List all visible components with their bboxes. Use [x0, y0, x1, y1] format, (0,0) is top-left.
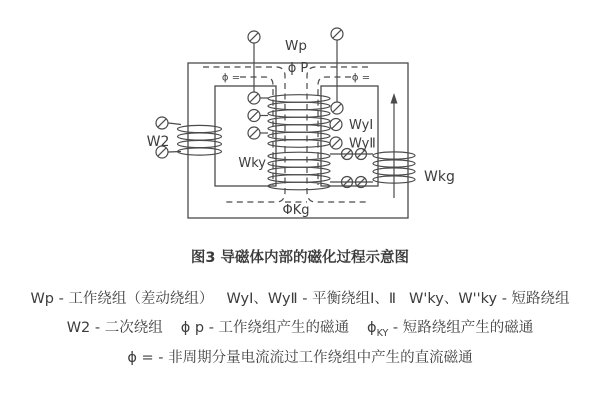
legend-flux-kg-item — [367, 316, 533, 339]
label-wp: Wp — [285, 38, 307, 54]
legend-wy-item: WyⅠ、WyⅡ - 平衡绕组Ⅰ、Ⅱ — [226, 291, 397, 307]
terminal-w2-top — [156, 117, 168, 129]
terminal-center-r1 — [331, 102, 343, 114]
label-flux-dc-left: ϕ = — [221, 72, 241, 84]
legend-w2-item: W2 - 二次绕组 — [66, 320, 163, 336]
terminal-wy1 — [330, 119, 342, 131]
figure-caption: 图3 导磁体内部的磁化过程示意图 — [190, 250, 410, 266]
legend-line-2 — [0, 316, 600, 339]
label-w2: W2 — [146, 134, 170, 150]
label-flux-kg: ΦKg — [282, 203, 310, 218]
legend-wp-item: Wp - 工作绕组（差动绕组） — [30, 291, 214, 307]
w2-bottom-lead — [169, 152, 182, 153]
label-wky: Wky — [238, 156, 266, 171]
label-wy2: WyⅡ — [349, 136, 376, 152]
terminal-wy2 — [330, 137, 342, 149]
label-wy1: WyⅠ — [349, 118, 374, 133]
terminal-wp-right — [331, 28, 343, 40]
flux-kg-sub: KY — [376, 327, 389, 339]
legend-line-1 — [0, 287, 600, 308]
arrowhead-up-icon — [391, 93, 398, 104]
core-left-window — [215, 86, 276, 186]
terminal-center-l2 — [248, 110, 260, 122]
legend-line-3 — [0, 346, 600, 367]
terminal-wp-left — [248, 31, 260, 43]
legend-flux-p-item: ϕ p - 工作绕组产生的磁通 — [180, 320, 350, 336]
terminal-center-l1 — [248, 92, 260, 104]
label-flux-p: ϕ P — [287, 61, 309, 76]
flux-direction-arrow — [391, 93, 398, 198]
label-wkg: Wkg — [424, 169, 455, 185]
legend-wky-item: W'ky、W''ky - 短路绕组 — [409, 291, 570, 307]
flux-kg-rest: - 短路绕组产生的磁通 — [388, 320, 534, 336]
flux-kg-phi: ϕ — [367, 320, 377, 336]
legend-flux-dc-item: ϕ = - 非周期分量电流流过工作绕组中产生的直流磁通 — [127, 350, 473, 366]
terminal-center-l3 — [248, 127, 260, 139]
label-flux-dc-right: ϕ = — [351, 72, 371, 84]
w2-top-lead — [169, 123, 182, 125]
